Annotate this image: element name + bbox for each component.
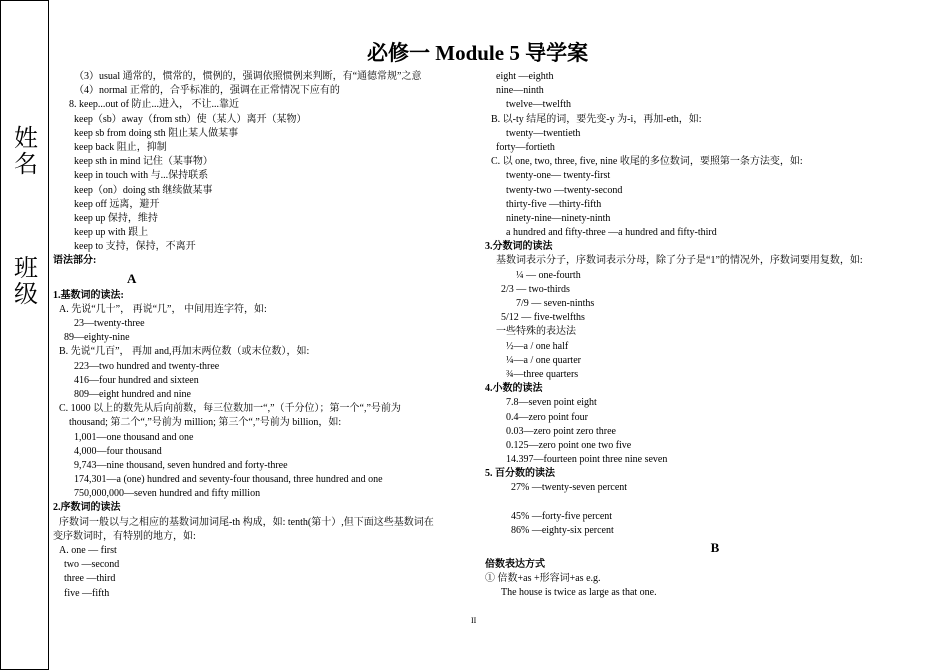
phrase-line: keep up 保持，维持	[74, 212, 158, 224]
phrase-line: keep back 阻止，抑制	[74, 141, 167, 153]
rule-line: 序数词一般以与之相应的基数词加词尾-th 构成，如: tenth(第十）,但下面这些基数词在	[59, 516, 434, 528]
percent-heading: 5. 百分数的读法	[485, 468, 555, 480]
example-line: 223—two hundred and twenty-three	[74, 360, 220, 372]
rule-line: A. 先说“几十”， 再说“几”， 中间用连字符，如:	[59, 303, 267, 315]
example-line: nine—ninth	[496, 85, 544, 97]
cardinal-heading: 1.基数词的读法:	[53, 289, 124, 301]
example-line: twenty—twentieth	[506, 127, 581, 139]
example-line: ¾—three quarters	[506, 368, 579, 380]
section-b-heading: B	[710, 540, 720, 555]
section-a-heading: A	[127, 270, 137, 286]
rule-line: C. 1000 以上的数先从后向前数，每三位数加一“,”（千分位）；第一个“,”号前为	[59, 403, 401, 415]
vocab-heading: 8. keep...out of 防止...进入， 不让...靠近	[69, 99, 239, 111]
example-line: A. one — first	[59, 545, 117, 556]
phrase-line: keep sth in mind 记住（某事物）	[74, 156, 213, 168]
example-line: 86% —eighty-six percent	[511, 524, 614, 536]
grammar-heading: 语法部分:	[53, 255, 97, 267]
example-line: 0.03—zero point zero three	[506, 425, 616, 437]
example-line: 1,001—one thousand and one	[74, 431, 194, 443]
example-line: The house is twice as large as that one.	[501, 587, 657, 599]
phrase-line: keep off 远离，避开	[74, 198, 160, 210]
page-title: 必修一 Module 5 导学案	[367, 41, 589, 65]
rule-line: thousand; 第二个“,”号前为 million; 第三个“,”号前为 billion，如:	[69, 417, 342, 429]
rule-line: B. 以-ty 结尾的词，要先变-y 为-i，再加-eth，如:	[491, 113, 702, 125]
example-line: 89—eighty-nine	[64, 332, 130, 344]
example-line: ¼ — one-fourth	[516, 269, 581, 281]
example-line: a hundred and fifty-three —a hundred and fifty-third	[506, 227, 717, 239]
example-line: 23—twenty-three	[74, 318, 145, 329]
text-line: （3）usual 通常的，惯常的，惯例的，强调依照惯例来判断，有“通德常规”之意	[74, 71, 422, 82]
example-line: 750,000,000—seven hundred and fifty million	[74, 488, 261, 500]
rule-line: B. 先说“几百”， 再加 and,再加末两位数（或末位数），如:	[59, 346, 310, 358]
example-line: twenty-two —twenty-second	[506, 184, 623, 196]
example-line: 9,743—nine thousand, seven hundred and forty-three	[74, 459, 288, 471]
example-line: 14.397—fourteen point three nine seven	[506, 454, 668, 466]
fraction-heading: 3.分数词的读法	[485, 241, 553, 253]
ordinal-heading: 2.序数词的读法	[53, 502, 121, 514]
multiple-heading: 倍数表达方式	[485, 559, 545, 570]
phrase-line: keep sb from doing sth 阻止某人做某事	[74, 127, 239, 139]
example-line: thirty-five —thirty-fifth	[506, 198, 602, 210]
example-line: ninety-nine—ninety-ninth	[506, 212, 611, 224]
example-line: 27% —twenty-seven percent	[511, 482, 628, 494]
text-line: （4）normal 正常的，合乎标准的，强调在正常情况下应有的	[74, 85, 340, 97]
student-info-sidebar	[0, 0, 49, 670]
example-line: 45% —forty-five percent	[511, 510, 613, 522]
rule-line: 变序数词时，有特别的地方，如:	[53, 530, 196, 542]
example-line: 0.4—zero point four	[506, 411, 588, 423]
rule-line: C. 以 one, two, three, five, nine 收尾的多位数词，要照第一条方法变，如:	[491, 156, 803, 168]
example-line: ¼—a / one quarter	[506, 354, 581, 366]
phrase-line: keep in touch with 与...保持联系	[74, 170, 209, 182]
rule-line: ① 倍数+as +形容词+as e.g.	[485, 573, 601, 585]
left-column	[53, 70, 473, 601]
phrase-line: keep to 支持，保持，不离开	[74, 241, 196, 253]
rule-line: 一些特殊的表达法	[496, 326, 576, 338]
page-number: II	[471, 616, 477, 625]
phrase-line: keep up with 跟上	[74, 227, 149, 239]
example-line: 0.125—zero point one two five	[506, 439, 632, 451]
rule-line: 基数词表示分子，序数词表示分母，除了分子是“1”的情况外，序数词要用复数，如:	[496, 255, 863, 267]
class-label: 班级	[14, 254, 38, 308]
example-line: ½—a / one half	[506, 340, 569, 352]
example-line: 7/9 — seven-ninths	[516, 298, 595, 309]
example-line: 809—eight hundred and nine	[74, 388, 191, 400]
example-line: twelve—twelfth	[506, 99, 571, 111]
example-line: five —fifth	[64, 587, 110, 599]
example-line: two —second	[64, 559, 120, 571]
example-line: 2/3 — two-thirds	[501, 283, 570, 295]
example-line: 5/12 — five-twelfths	[501, 312, 585, 324]
example-line: 416—four hundred and sixteen	[74, 374, 199, 386]
example-line: 4,000—four thousand	[74, 445, 162, 457]
example-line: twenty-one— twenty-first	[506, 170, 611, 182]
decimal-heading: 4.小数的读法	[485, 383, 543, 395]
example-line: forty—fortieth	[496, 141, 555, 153]
spacer	[485, 496, 925, 510]
phrase-line: keep（on）doing sth 继续做某事	[74, 184, 213, 196]
example-line: eight —eighth	[496, 71, 554, 82]
example-line: 7.8—seven point eight	[506, 397, 597, 409]
example-line: 174,301—a (one) hundred and seventy-four thousand, three hundred and one	[74, 474, 383, 486]
name-label: 姓名	[14, 124, 38, 178]
example-line: three —third	[64, 573, 116, 585]
right-column	[485, 70, 925, 601]
phrase-line: keep（sb）away（from sth）使（某人）离开（某物）	[74, 113, 307, 125]
